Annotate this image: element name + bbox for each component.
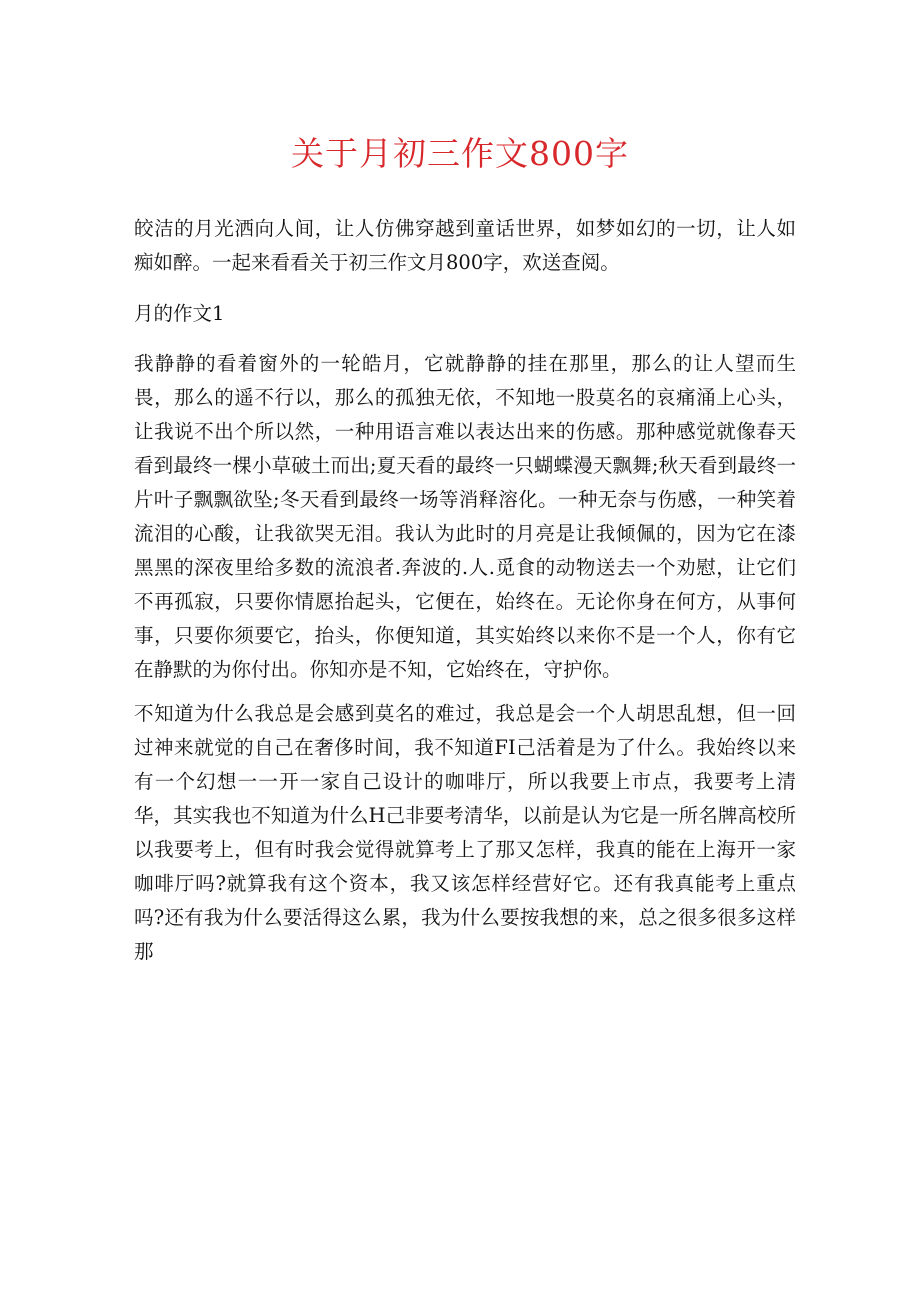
body-paragraph-1: 我静静的看着窗外的一轮皓月，它就静静的挂在那里，那么的让人望而生畏，那么的遥不行以，那么的孤独无依，不知地一股莫名的哀痛涌上心头，让我说不出个所以然，一种用语言难以表达出来的伤感。那种感觉就像春天看到最终一棵小草破土而出;夏天看的最终一只蝴蝶漫天飘舞;秋天看到最终一片叶子飘飘欲坠;冬天看到最终一场等消释溶化。一种无奈与伤感，一种笑着流泪的心酸，让我欲哭无泪。我认为此时的月亮是让我倾佩的，因为它在漆黑黑的深夜里给多数的流浪者.奔波的.人.觅食的动物送去一个劝慰，让它们不再孤寂，只要你情愿抬起头，它便在，始终在。无论你身在何方，从事何事，只要你须要它，抬头，你便知道，其实始终以来你不是一个人，你有它在静默的为你付出。你知亦是不知，它始终在，守护你。: [134, 352, 796, 681]
intro-paragraph: 皎洁的月光洒向人间，让人仿佛穿越到童话世界，如梦如幻的一切，让人如痴如醉。一起来看看关于初三作文月800字，欢送查阅。: [134, 217, 796, 274]
document-title: 关于月初三作文800字: [291, 134, 629, 173]
document-body: [134, 212, 796, 969]
body-paragraph-2: 不知道为什么我总是会感到莫名的难过，我总是会一个人胡思乱想，但一回过神来就觉的自己在奢侈时间，我不知道FI己活着是为了什么。我始终以来有一个幻想一一开一家自己设计的咖啡厅，所以我要上市点，我要考上清华，其实我也不知道为什么H己非要考清华，以前是认为它是一所名牌高校所以我要考上，但有时我会觉得就算考上了那又怎样，我真的能在上海开一家咖啡厅吗?就算我有这个资本，我又该怎样经营好它。还有我真能考上重点吗?还有我为什么要活得这么累，我为什么要按我想的来，总之很多很多这样那: [134, 702, 796, 963]
section-heading: 月的作文1: [134, 302, 225, 325]
